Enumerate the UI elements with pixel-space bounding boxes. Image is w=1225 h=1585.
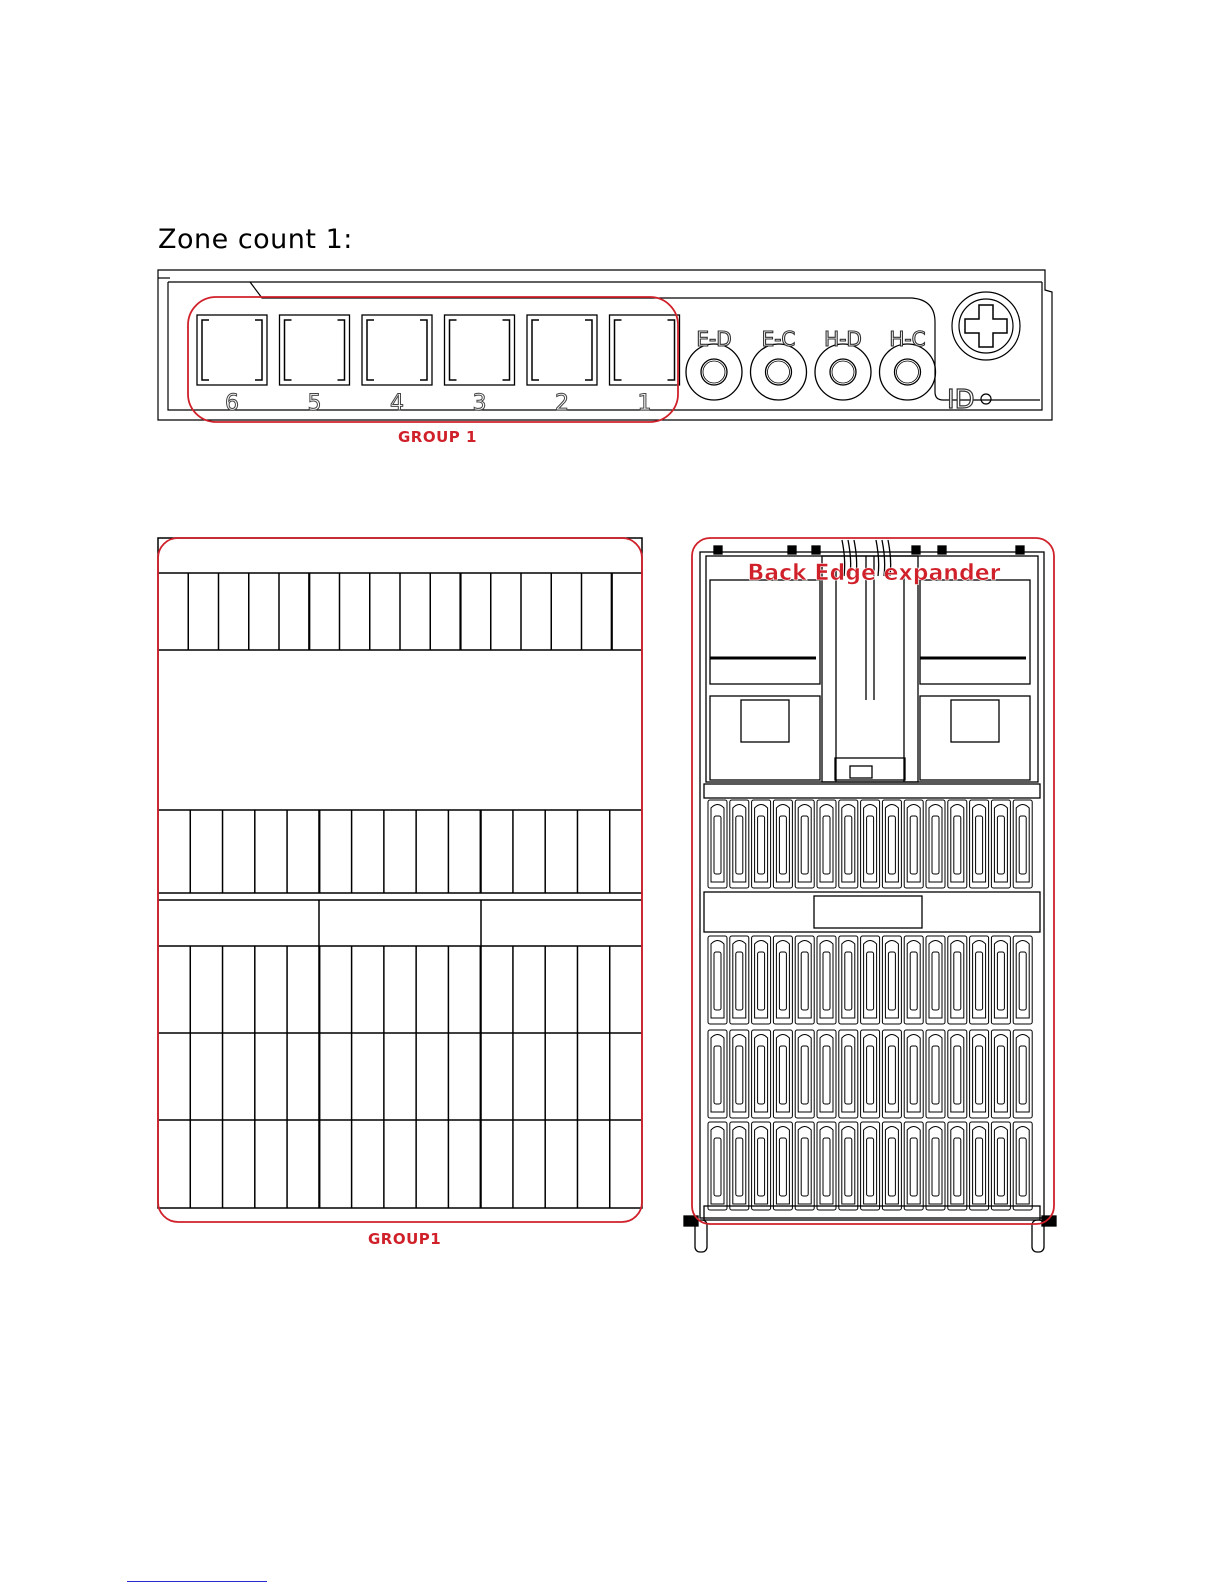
- drive-bay: [861, 800, 880, 888]
- group-1-label: GROUP 1: [398, 428, 477, 446]
- drive-bay: [708, 936, 727, 1024]
- drive-bay: [773, 936, 792, 1024]
- drive-bay: [817, 936, 836, 1024]
- drive-bay: [970, 800, 989, 888]
- id-label: ID: [947, 385, 975, 415]
- drive-bay: [708, 1122, 727, 1210]
- port-1: [610, 315, 680, 416]
- drive-bay: [730, 936, 749, 1024]
- drive-bay: [904, 936, 923, 1024]
- drive-bay: [904, 800, 923, 888]
- footnote-rule: [127, 1581, 267, 1582]
- chassis-view: [684, 540, 1056, 1252]
- drive-bay: [926, 1122, 945, 1210]
- drive-bay: [752, 800, 771, 888]
- drive-bay: [817, 800, 836, 888]
- drive-bay: [795, 800, 814, 888]
- tier-bottom-row-1: [190, 946, 609, 1033]
- tier-middle-row: [190, 810, 609, 893]
- port-number: 5: [307, 391, 322, 416]
- drive-bay: [795, 936, 814, 1024]
- drive-bay: [839, 936, 858, 1024]
- tier-bottom-row-3: [190, 1120, 609, 1208]
- drive-row: [708, 800, 1032, 888]
- drive-bay: [1013, 800, 1032, 888]
- drive-bay: [817, 1122, 836, 1210]
- port-group: [197, 315, 680, 416]
- drive-bay: [948, 936, 967, 1024]
- drive-bay: [773, 1122, 792, 1210]
- drive-bay: [839, 800, 858, 888]
- drive-bay: [882, 936, 901, 1024]
- port-number: 6: [225, 391, 239, 416]
- drive-bay: [773, 1030, 792, 1118]
- drive-bay: [882, 800, 901, 888]
- port-number: 4: [390, 391, 404, 416]
- connector-h-d: [815, 327, 871, 400]
- page-heading: Zone count 1:: [158, 224, 353, 255]
- drive-bay: [948, 1122, 967, 1210]
- drive-row: [708, 1030, 1032, 1118]
- drive-bay: [882, 1122, 901, 1210]
- connector-label: E-C: [761, 327, 796, 351]
- drive-bay: [882, 1030, 901, 1118]
- back-edge-expander-label: Back Edge expander: [747, 561, 1001, 586]
- connector-h-c: [880, 327, 936, 400]
- drive-bay: [991, 936, 1010, 1024]
- slot-dividers: [188, 573, 612, 1208]
- connector-e-c: [751, 327, 807, 400]
- drive-bay: [1013, 1122, 1032, 1210]
- drive-bay: [926, 936, 945, 1024]
- drive-bay: [752, 1030, 771, 1118]
- drive-bay: [861, 936, 880, 1024]
- drive-bay: [1013, 1030, 1032, 1118]
- drive-bay: [926, 800, 945, 888]
- connector-e-d: [686, 327, 742, 400]
- port-2: [527, 315, 597, 416]
- connector-group: [686, 327, 936, 400]
- drive-bay: [904, 1122, 923, 1210]
- drive-bay: [708, 800, 727, 888]
- connector-label: H-C: [889, 327, 926, 351]
- drive-row: [708, 1122, 1032, 1210]
- drive-bay: [773, 800, 792, 888]
- tier-bottom-row-2: [190, 1033, 609, 1120]
- drive-bay: [730, 800, 749, 888]
- drive-bay: [708, 1030, 727, 1118]
- drive-bay: [752, 936, 771, 1024]
- tier-top-row: [188, 573, 612, 650]
- port-4: [362, 315, 432, 416]
- drive-bay: [817, 1030, 836, 1118]
- drive-bay: [970, 1030, 989, 1118]
- drive-bay: [970, 936, 989, 1024]
- drive-bay: [991, 800, 1010, 888]
- group-1-layout-label: GROUP1: [368, 1230, 442, 1248]
- drive-bay: [839, 1030, 858, 1118]
- drive-bay: [1013, 936, 1032, 1024]
- drive-bay: [991, 1122, 1010, 1210]
- port-5: [280, 315, 350, 416]
- drive-bay: [839, 1122, 858, 1210]
- drive-bay: [730, 1122, 749, 1210]
- port-number: 1: [637, 391, 652, 416]
- connector-label: H-D: [824, 327, 862, 351]
- port-number: 2: [555, 391, 569, 416]
- drive-bay: [948, 1030, 967, 1118]
- drive-bay: [926, 1030, 945, 1118]
- drive-bay: [795, 1122, 814, 1210]
- drive-bay: [970, 1122, 989, 1210]
- port-number: 3: [472, 391, 487, 416]
- drive-bay: [730, 1030, 749, 1118]
- drive-bay: [795, 1030, 814, 1118]
- connector-label: E-D: [696, 327, 732, 351]
- port-3: [445, 315, 515, 416]
- port-6: [197, 315, 267, 416]
- drive-bay: [948, 800, 967, 888]
- drive-bays: [708, 800, 1032, 1210]
- drive-bay: [861, 1122, 880, 1210]
- drive-bay: [861, 1030, 880, 1118]
- drive-bay: [991, 1030, 1010, 1118]
- drive-bay: [904, 1030, 923, 1118]
- drive-bay: [752, 1122, 771, 1210]
- drive-row: [708, 936, 1032, 1024]
